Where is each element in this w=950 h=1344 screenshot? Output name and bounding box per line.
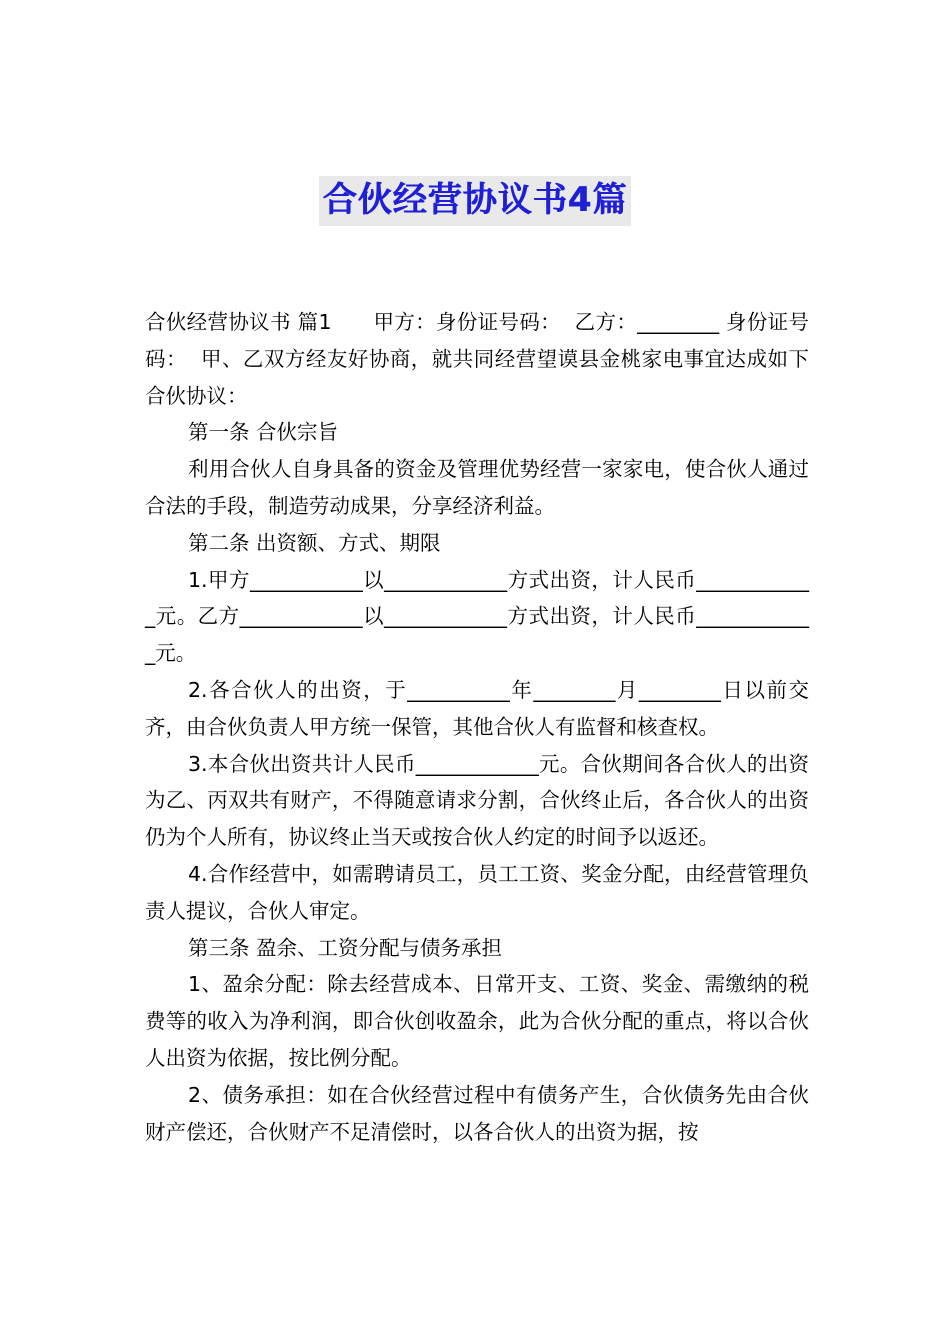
paragraph-intro: 合伙经营协议书 篇1 甲方：身份证号码： 乙方：________ 身份证号码： 甲、乙双方经友好协商，就共同经营望谟县金桃家电事宜达成如下合伙协议：	[145, 310, 809, 408]
paragraph-article-2-item-3: 3.本合伙出资共计人民币____________元。合伙期间各合伙人的出资为乙、丙双共有财产，不得随意请求分割，合伙终止后，各合伙人的出资仍为个人所有，协议终止当天或按合伙人约定的时间予以返还。	[145, 751, 809, 850]
paragraph-article-2-item-2: 2.各合伙人的出资，于__________年________月________日以前交齐，由合伙负责人甲方统一保管，其他合伙人有监督和核查权。	[145, 677, 809, 739]
paragraph-article-3-item-2: 2、债务承担：如在合伙经营过程中有债务产生，合伙债务先由合伙财产偿还，合伙财产不足清偿时，以各合伙人的出资为据，按	[145, 1082, 809, 1144]
title-container	[0, 176, 950, 226]
heading-article-2: 第二条 出资额、方式、期限	[188, 530, 441, 555]
document-title: 合伙经营协议书4篇	[319, 176, 632, 226]
paragraph-article-1: 利用合伙人自身具备的资金及管理优势经营一家家电，使合伙人通过合法的手段，制造劳动成果，分享经济利益。	[145, 457, 809, 518]
heading-article-1: 第一条 合伙宗旨	[188, 420, 339, 445]
paragraph-article-2-item-1: 1.甲方___________以____________方式出资，计人民币____________元。乙方____________以____________方式出资，计人民币____________元。	[145, 567, 809, 666]
document-body	[145, 304, 809, 1150]
heading-article-3: 第三条 盈余、工资分配与债务承担	[188, 935, 503, 960]
paragraph-article-3-item-1: 1、盈余分配：除去经营成本、日常开支、工资、奖金、需缴纳的税费等的收入为净利润，即合伙创收盈余，此为合伙分配的重点，将以合伙人出资为依据，按比例分配。	[145, 972, 809, 1070]
paragraph-article-2-item-4: 4.合作经营中，如需聘请员工，员工工资、奖金分配，由经营管理负责人提议，合伙人审定。	[145, 861, 809, 923]
